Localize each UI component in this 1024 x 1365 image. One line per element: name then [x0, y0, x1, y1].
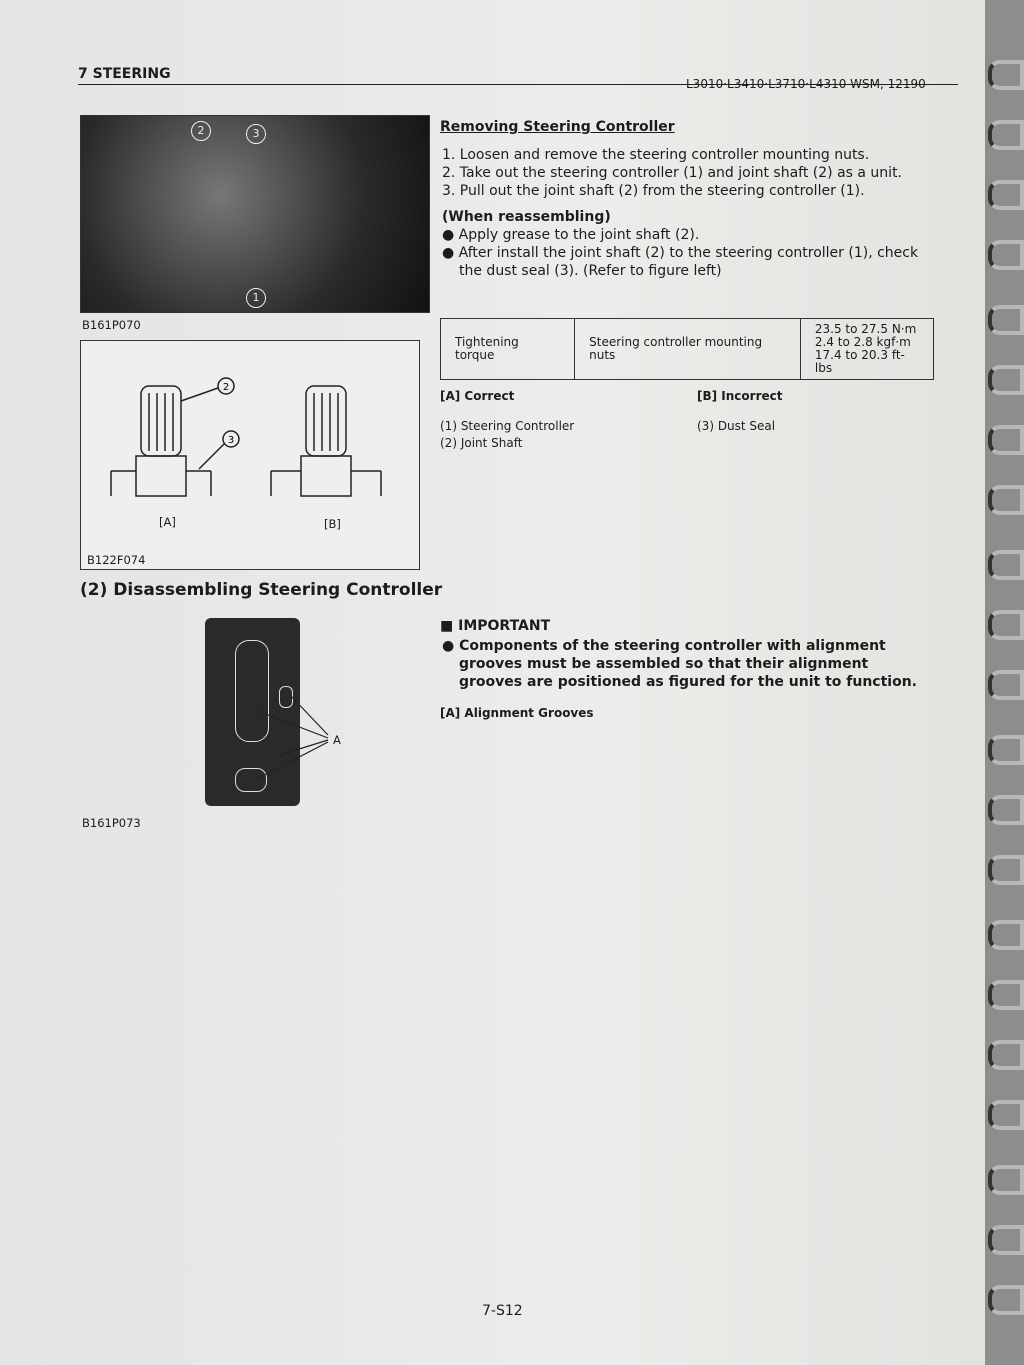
section-title-disassembling: (2) Disassembling Steering Controller	[80, 580, 443, 600]
bullet-2: After install the joint shaft (2) to the steering controller (1), check the dust seal (3). (Refer to figure left)	[458, 245, 919, 279]
important-note: ● Components of the steering controller with alignment grooves must be assembled so that their alignment grooves are positioned as figured for the unit to function.	[442, 638, 917, 690]
dust-seal-diagram	[80, 340, 420, 570]
photo1-caption: B161P070	[82, 318, 141, 332]
legend-1: (1) Steering Controller	[440, 419, 575, 433]
callout-2: 2	[191, 121, 211, 141]
page-number: 7-S12	[482, 1303, 523, 1319]
alignment-legend: [A] Alignment Grooves	[440, 706, 594, 720]
model-header: L3010·L3410·L3710·L4310 WSM, 12190	[686, 77, 926, 91]
bullet-icon: ●	[442, 245, 459, 261]
removing-steps	[442, 146, 932, 280]
diagram-callout-2: 2	[222, 382, 230, 393]
legend-2: (2) Joint Shaft	[440, 436, 523, 450]
section-header: 7 STEERING	[78, 66, 958, 85]
torque-label: Tightening torque	[441, 319, 575, 380]
step-2: 2. Take out the steering controller (1) and joint shaft (2) as a unit.	[442, 165, 903, 181]
photo2-caption: B161P073	[82, 816, 141, 830]
torque-values: 23.5 to 27.5 N·m 2.4 to 2.8 kgf·m 17.4 to 20.3 ft-lbs	[800, 319, 933, 380]
diagram-label-a: [A]	[159, 515, 176, 529]
important-heading: ■ IMPORTANT	[440, 618, 551, 634]
reassembling-title: (When reassembling)	[442, 209, 611, 225]
legend-3: (3) Dust Seal	[697, 419, 776, 433]
legend-a: [A] Correct	[440, 389, 515, 403]
callout-3: 3	[246, 124, 266, 144]
square-icon: ■	[440, 618, 459, 634]
legend-b: [B] Incorrect	[697, 389, 783, 403]
step-3: 3. Pull out the joint shaft (2) from the steering controller (1).	[442, 183, 865, 199]
removing-title: Removing Steering Controller	[440, 119, 675, 135]
step-1: 1. Loosen and remove the steering controller mounting nuts.	[442, 147, 870, 163]
bullet-icon: ●	[442, 227, 459, 243]
callout-1: 1	[246, 288, 266, 308]
diagram-label-b: [B]	[324, 517, 341, 531]
diagram-callout-3: 3	[227, 435, 235, 446]
photo2-callout-a: A	[333, 733, 341, 747]
photo-steering-controller	[80, 115, 430, 313]
diagram-caption: B122F074	[87, 553, 146, 567]
dust-seal-drawing	[81, 341, 419, 541]
torque-item: Steering controller mounting nuts	[575, 319, 801, 380]
torque-table	[440, 318, 934, 380]
bullet-1: Apply grease to the joint shaft (2).	[458, 227, 700, 243]
bullet-icon: ●	[442, 638, 460, 654]
